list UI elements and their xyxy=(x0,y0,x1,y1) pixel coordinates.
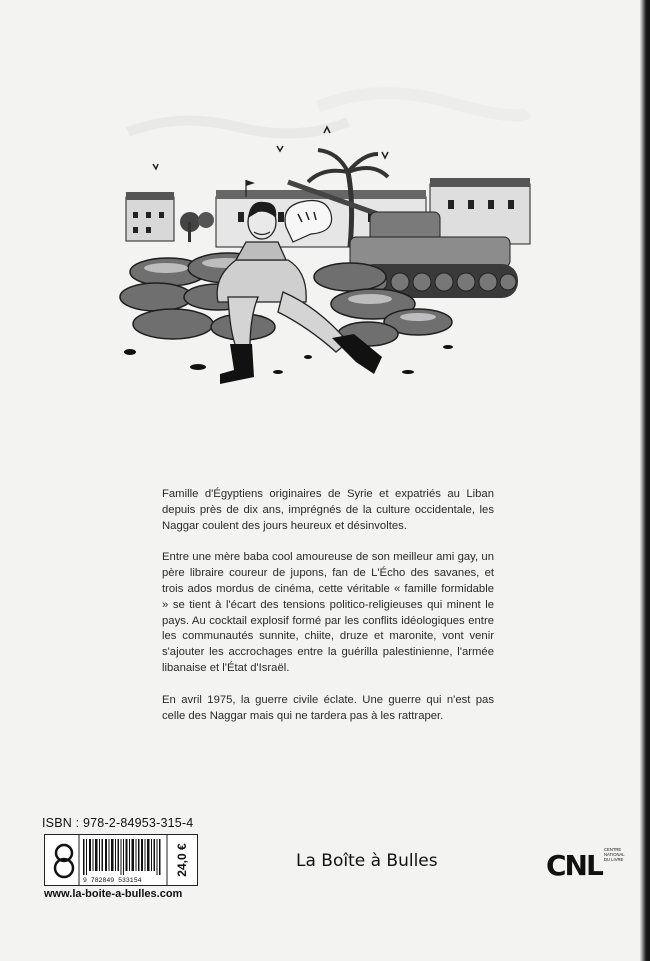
website-url[interactable]: www.la-boite-a-bulles.com xyxy=(44,888,183,900)
cnl-tagline-3: DU LIVRE xyxy=(604,857,624,862)
barcode xyxy=(45,835,197,885)
barcode-digits: 9 782849 533154 xyxy=(83,877,142,884)
isbn: ISBN : 978-2-84953-315-4 xyxy=(42,816,194,830)
blurb-paragraph-2: Entre une mère baba cool amoureuse de son meilleur ami gay, un père libraire coureur de jupons, fan de L'Écho des savanes, et trois ados mordus de cinéma, cette véritable « famille formidable » se tient à l'écart des tensions politico-religieuses qui minent le pays. Au cocktail explosif formé par les conflits idéologiques entre les communautés sunnite, chiite, druze et maronite, vont venir s'ajouter les accrochages entre la guérilla palestinienne, l'armée libanaise et l'État d'Israël. xyxy=(162,551,494,674)
barcode-box xyxy=(44,834,198,886)
blurb-paragraph-3: En avril 1975, la guerre civile éclate. Une guerre qui n'est pas celle des Naggar mais qui ne tardera pas à les rattraper. xyxy=(162,693,494,722)
publisher-name: La Boîte à Bulles xyxy=(296,851,438,871)
cnl-tagline-1: CENTRE xyxy=(604,847,622,852)
cover-illustration xyxy=(118,72,538,402)
spine-edge xyxy=(640,0,650,961)
back-cover-blurb xyxy=(162,487,494,740)
price: 24,0 € xyxy=(175,843,189,877)
blurb-paragraph-1: Famille d'Égyptiens originaires de Syrie et expatriés au Liban depuis près de dix ans, imprégnés de la culture occidentale, les Naggar coulent des jours heureux et désinvoltes. xyxy=(162,488,494,532)
cnl-logo xyxy=(546,843,626,883)
cnl-logo-text: CNL xyxy=(546,849,602,882)
cnl-tagline-2: NATIONAL xyxy=(604,852,625,857)
